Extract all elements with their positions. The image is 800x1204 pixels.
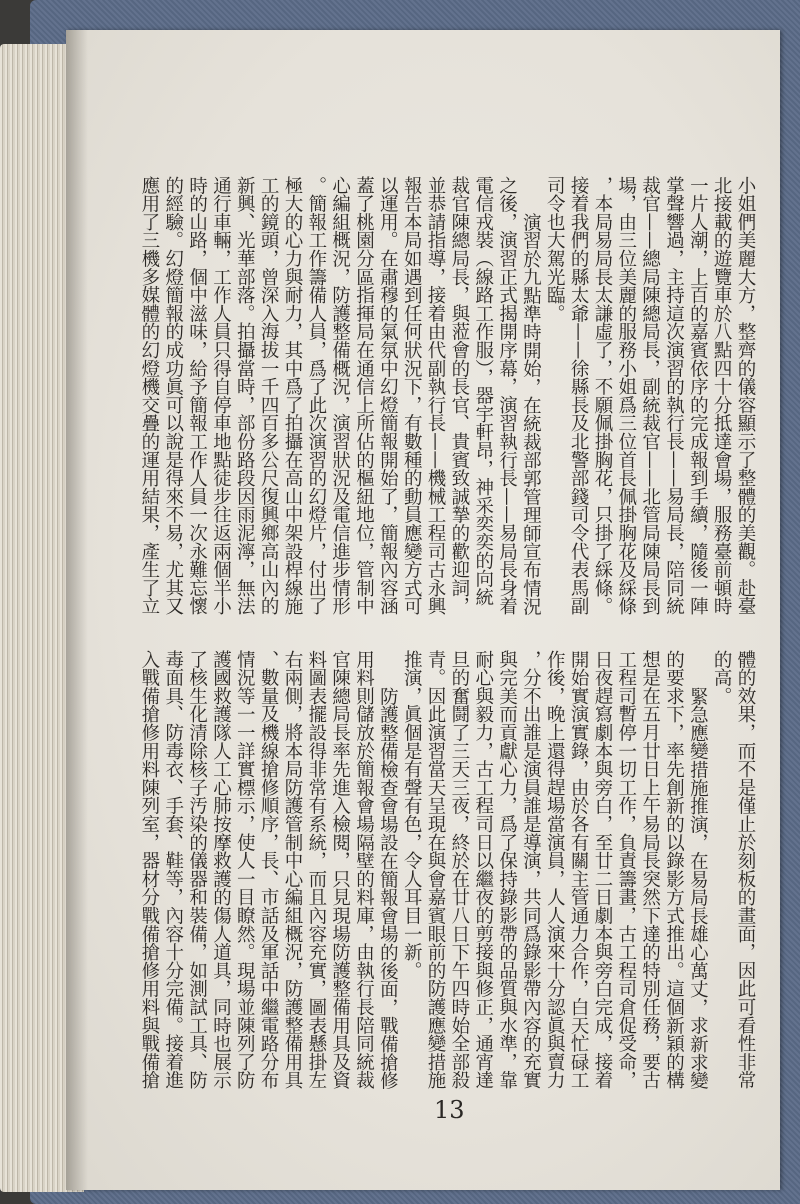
text-column: 接着我們的縣太爺——徐縣長及北警部錢司令代表馬副 [568, 176, 590, 616]
text-column: 官陳總局長率先進入檢閱，只見現場防護整備用具及資 [329, 650, 351, 1090]
text-column: 掌聲響過，主持這次演習的執行長——易局長，陪同統 [663, 176, 685, 616]
text-column: 推演，眞個是有聲有色，令人耳目一新。 [401, 650, 423, 980]
text-column: 想是在五月廿日上午易局長突然下達的特別任務，要古 [639, 650, 661, 1090]
text-column: 了核生化清除核子汚染的儀器和裝備，如測試工具、防 [186, 650, 208, 1090]
text-column: 旦的奮鬪了三天三夜，終於在廿八日下午四時始全部殺 [448, 650, 470, 1090]
text-column: 青。因此演習當天呈現在與會嘉賓眼前的防護應變措施 [425, 650, 447, 1090]
text-column: 作後，晚上還得趕場當演員，人人演來十分認眞與賣力 [544, 650, 566, 1090]
text-column: 新興、光華部落。拍攝當時，部份路段因雨泥濘，無法 [234, 176, 256, 616]
text-column: 蓋了桃園分區指揮局在通信上所佔的樞紐地位，管制中 [353, 176, 375, 616]
text-column: 場，由三位美麗的服務小姐爲三位首長佩掛胸花及綵條 [615, 176, 637, 616]
text-column: 與完美而貢獻心力，爲了保持錄影帶的品質與水準，靠 [496, 650, 518, 1090]
text-column: 以運用。在肅穆的氣氛中幻燈簡報開始了，簡報內容涵 [377, 176, 399, 616]
text-column: 、數量及機線搶修順序，長、市話及軍話中繼電路分布 [258, 650, 280, 1090]
text-column: 時的山路，個中滋味，給予簡報工作人員一次永難忘懷 [186, 176, 208, 616]
text-column: 體的效果，而不是僅止於刻板的畫面，因此可看性非常 [735, 650, 756, 1090]
text-column: 北接載的遊覽車於八點四十分抵達會場，服務臺前頓時 [711, 176, 733, 616]
text-column: 裁官陳總局長，與蒞會的長官、貴賓致誠摯的歡迎詞， [448, 176, 470, 616]
text-column: 小姐們美麗大方，整齊的儀容顯示了整體的美觀。赴臺 [735, 176, 756, 616]
text-column: 開始實演實錄，由於各有關主管通力合作，白天忙碌工 [568, 650, 590, 1090]
text-column: 。簡報工作籌備人員，爲了此次演習的幻燈片，付出了 [305, 176, 327, 616]
text-column: 司令也大駕光臨。 [544, 176, 566, 323]
text-column: ，本局易局長太謙虛了，不願佩掛胸花，只掛了綵條。 [591, 176, 613, 616]
page-number: 13 [434, 1096, 465, 1124]
text-column: 工程司暫停一切工作，負責籌畫，古工程司倉促受命， [615, 650, 637, 1090]
text-column: 工的鏡頭，曾深入海拔一千四百多公尺復興鄉高山內的 [258, 176, 280, 616]
text-column: ，分不出誰是演員誰是導演，共同爲錄影帶內容的充實 [520, 650, 542, 1090]
page-gutter-shadow [66, 30, 88, 1190]
text-column: 裁官——總局陳總局長，副統裁官——北管局陳局長到 [639, 176, 661, 616]
text-column: 情況等一一詳實標示，使人一目瞭然。現場並陳列了防 [234, 650, 256, 1090]
text-column: 通行車輛，工作人員只得自停車地點徒步往返兩個半小 [210, 176, 232, 616]
text-column: 的高。 [711, 650, 733, 705]
text-column: 料圖表擺設得非常有系統，而且內容充實，圖表懸掛左 [305, 650, 327, 1090]
text-column: 的要求下，率先創新的以錄影方式推出。這個新穎的構 [663, 650, 685, 1090]
text-column: 護國救護隊人工心肺按摩救護的傷人道具，同時也展示 [210, 650, 232, 1090]
text-column-paragraph-start: 緊急應變措施推演，在易局長雄心萬丈，求新求變 [687, 687, 709, 1090]
text-column: 耐心與毅力，古工程司日以繼夜的剪接與修正，通宵達 [472, 650, 494, 1090]
text-column-paragraph-start: 演習於九點準時開始，在統裁部郭管理師宣布情況 [520, 213, 542, 616]
text-column: 一片人潮，上百的嘉賓依序的完成報到手續，隨後一陣 [687, 176, 709, 616]
text-column: 用料則儲放於簡報會場隔壁的料庫，由執行長陪同統裁 [353, 650, 375, 1090]
text-column-paragraph-start: 防護整備檢查會場設在簡報會場的後面，戰備搶修 [377, 687, 399, 1090]
text-column: 應用了三機多媒體的幻燈機交疊的運用結果，產生了立 [138, 176, 160, 616]
text-block-top [137, 176, 757, 616]
text-column: 心編組概況，防護整備概況，演習狀況及電信進步情形 [329, 176, 351, 616]
text-column: 之後，演習正式揭開序幕，演習執行長——易局長身着 [496, 176, 518, 616]
text-column: 毒面具、防毒衣、手套、鞋等，內容十分完備。接着進 [162, 650, 184, 1090]
text-column: 電信戎裝（線路工作服），器宇軒昂，神采奕奕的向統 [472, 176, 494, 606]
text-column: 右兩側，將本局防護管制中心編組概況，防護整備用具 [281, 650, 303, 1090]
text-column: 報告本局如遇到任何狀況下，有數種的動員應變方式可 [401, 176, 423, 616]
text-block-bottom [137, 650, 757, 1090]
text-column: 極大的心力與耐力，其中爲了拍攝在高山中架設桿線施 [281, 176, 303, 616]
text-column: 入戰備搶修用料陳列室，器材分戰備搶修用料與戰備搶 [138, 650, 160, 1090]
text-column: 並恭請指導，接着由代副執行長——機械工程司古永興 [425, 176, 447, 616]
text-column: 的經驗。幻燈簡報的成功眞可以說是得來不易，尤其又 [162, 176, 184, 616]
text-column: 日夜趕寫劇本與旁白，至廿二日劇本與旁白完成，接着 [591, 650, 613, 1090]
